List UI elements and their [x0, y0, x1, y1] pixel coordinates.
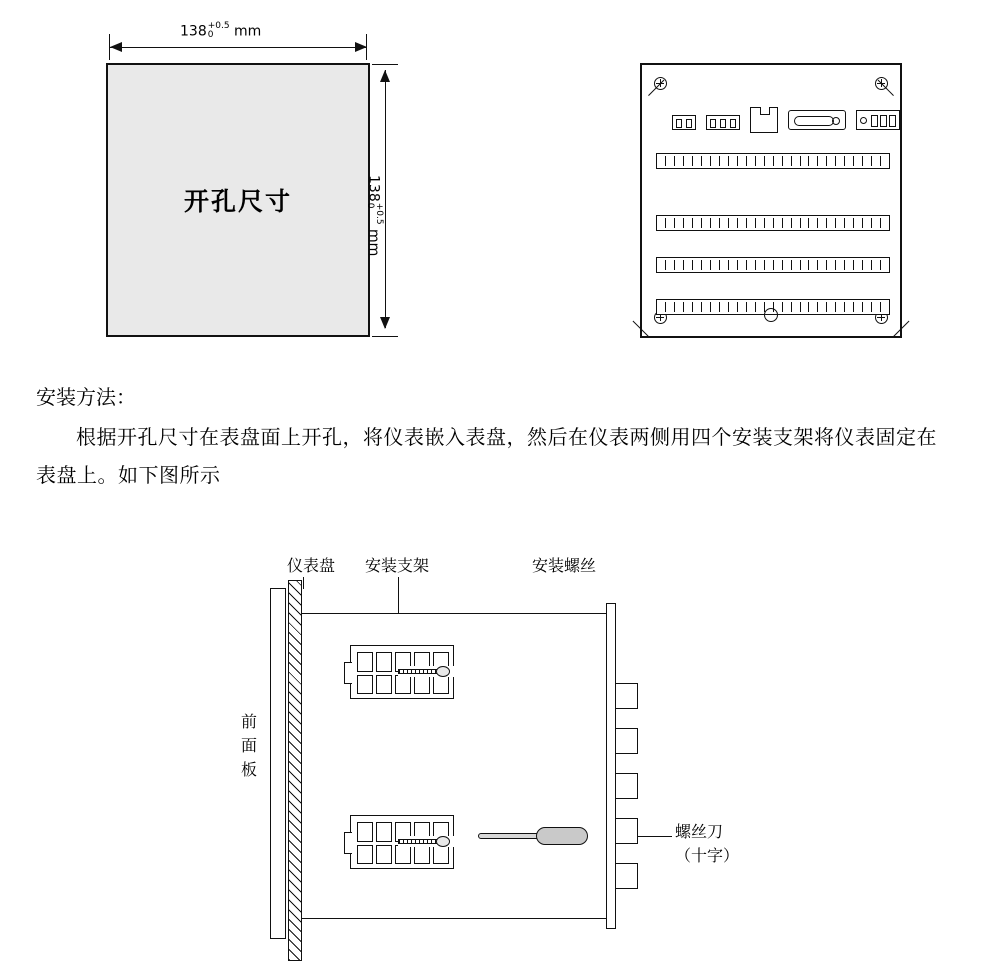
- mounting-diagram: [0, 535, 990, 968]
- rear-terminal-tab: [616, 863, 638, 889]
- rear-terminal-tab: [616, 683, 638, 709]
- arrow-left-icon: [110, 42, 122, 52]
- arrow-right-icon: [355, 42, 367, 52]
- panel-cutout-figure: [0, 0, 430, 360]
- height-tolerance: [364, 203, 383, 225]
- leader-line-panel: [303, 577, 304, 589]
- rear-panel-body: [640, 63, 902, 338]
- rear-terminal-tab: [616, 818, 638, 844]
- screw-icon: [875, 77, 888, 90]
- dimension-line-horizontal: [110, 47, 367, 48]
- label-mounting-bracket: 安装支架: [365, 556, 430, 575]
- width-dimension-text: [180, 22, 261, 41]
- height-dimension-text: [364, 175, 383, 256]
- terminal-strip: [656, 215, 890, 231]
- mounting-screw-icon: [398, 836, 454, 847]
- height-tolerance-lower: 0: [364, 202, 375, 209]
- installation-heading: 安装方法：: [36, 385, 136, 409]
- mounting-screw-icon: [398, 666, 454, 677]
- label-meter-panel: 仪表盘: [287, 556, 336, 575]
- label-front-panel: 前面板: [240, 712, 257, 779]
- front-panel-face: [270, 588, 286, 939]
- width-tolerance: [208, 22, 230, 41]
- installation-instructions: [36, 380, 946, 494]
- dimension-extension-line-top: [372, 64, 398, 65]
- meter-body: [302, 613, 614, 919]
- rear-panel-figure: [640, 63, 902, 338]
- width-tolerance-upper: +0.5: [207, 21, 230, 31]
- rear-terminal-tab: [616, 773, 638, 799]
- dimension-extension-line-bottom: [372, 336, 398, 337]
- rear-terminal-tab: [616, 728, 638, 754]
- height-value: 138: [365, 175, 382, 202]
- label-mounting-screw: 安装螺丝: [532, 556, 597, 575]
- db9-serial-port-icon: [788, 110, 846, 130]
- label-screwdriver: [675, 820, 739, 868]
- arrow-up-icon: [380, 70, 390, 82]
- arrow-down-icon: [380, 317, 390, 329]
- installation-body-text: 根据开孔尺寸在表盘面上开孔，将仪表嵌入表盘，然后在仪表两侧用四个安装支架将仪表固定在表盘上。如下图所示: [36, 425, 937, 487]
- rj45-port-icon: [750, 107, 778, 133]
- meter-panel-plate: [288, 580, 302, 961]
- terminal-strip: [656, 153, 890, 169]
- three-pin-terminal-icon: [706, 115, 740, 130]
- label-screwdriver-line1: 螺丝刀: [675, 822, 724, 841]
- screwdriver-icon: [478, 827, 618, 845]
- screw-icon: [654, 77, 667, 90]
- width-tolerance-lower: 0: [207, 30, 214, 41]
- height-unit: mm: [365, 229, 382, 257]
- power-terminal-icon: [856, 110, 900, 130]
- cutout-label: 开孔尺寸: [183, 187, 292, 216]
- dimension-line-vertical: [385, 70, 386, 328]
- label-screwdriver-line2: （十字）: [675, 846, 740, 865]
- meter-rear-wall: [606, 603, 616, 929]
- terminal-strip: [656, 257, 890, 273]
- width-unit: mm: [234, 23, 262, 40]
- mounting-hole-icon: [764, 308, 778, 322]
- height-tolerance-upper: +0.5: [374, 202, 384, 225]
- width-value: 138: [180, 23, 207, 40]
- two-pin-terminal-icon: [672, 115, 696, 130]
